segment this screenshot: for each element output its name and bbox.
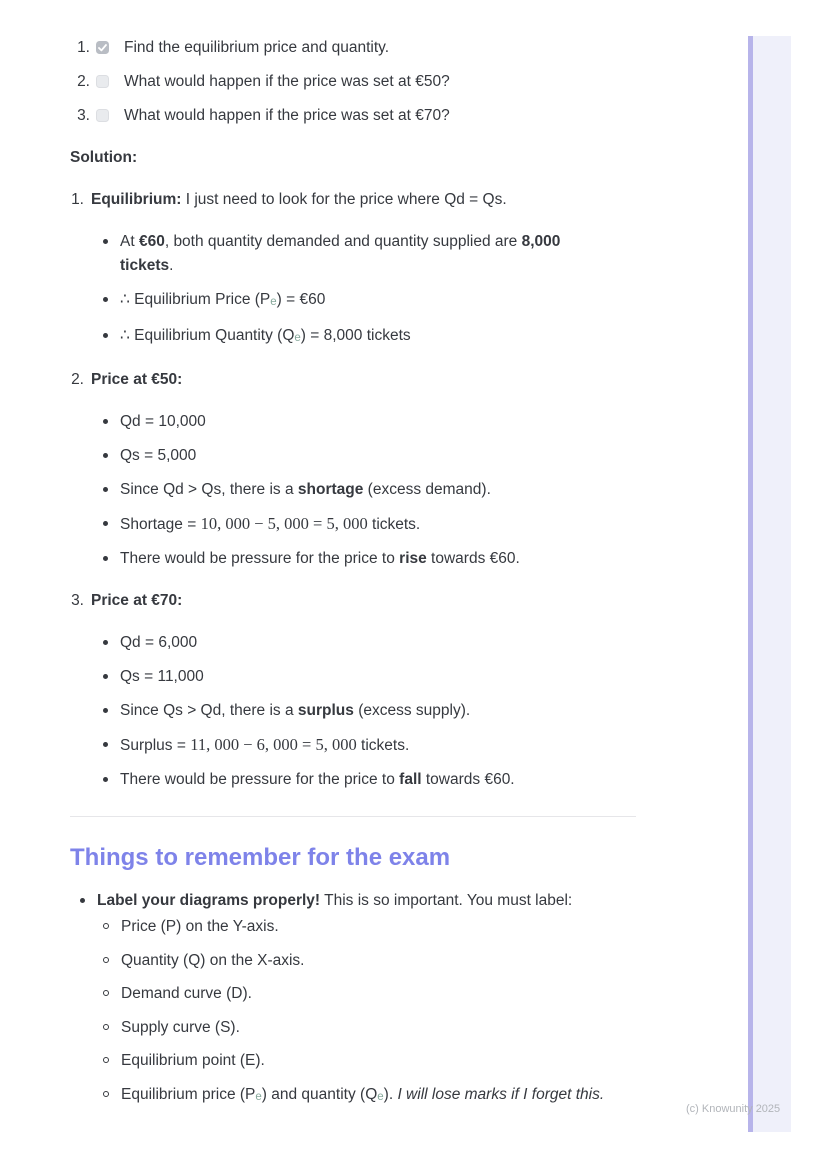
- bullet-text: Qd = 6,000: [120, 634, 198, 651]
- bullet-text: ∴ Equilibrium Quantity (Qe) = 8,000 tickets: [120, 327, 411, 344]
- list-item: [103, 1083, 723, 1109]
- list-item: [103, 665, 613, 689]
- bullet-icon: [103, 297, 108, 302]
- circle-bullet-icon: [103, 1057, 109, 1063]
- list-item: [103, 768, 613, 792]
- step-title-text: Price at €70:: [91, 592, 183, 609]
- question-list: [70, 36, 636, 128]
- list-item: [103, 324, 613, 350]
- bullet-text: At €60, both quantity demanded and quantity supplied are 8,000 tickets.: [120, 233, 561, 274]
- list-number: 2.: [77, 73, 90, 90]
- bullet-text: Qs = 11,000: [120, 668, 204, 685]
- bullet-icon: [103, 674, 108, 679]
- step-title-text: Equilibrium: I just need to look for the price where Qd = Qs.: [91, 191, 507, 208]
- list-item: [103, 982, 723, 1006]
- bullet-text: Since Qs > Qd, there is a surplus (excess supply).: [120, 702, 471, 719]
- bullet-icon: [80, 898, 85, 903]
- bullet-icon: [103, 742, 108, 747]
- question-item: [70, 70, 636, 94]
- question-item: [70, 104, 636, 128]
- list-item: [70, 889, 630, 913]
- bullet-icon: [103, 239, 108, 244]
- list-item: [103, 410, 613, 434]
- list-item: [103, 915, 723, 939]
- sub-bullet-list: [70, 915, 723, 1109]
- list-item: [103, 478, 613, 502]
- circle-bullet-icon: [103, 957, 109, 963]
- checkbox[interactable]: [96, 109, 109, 122]
- list-item: [103, 631, 613, 655]
- checkmark-icon: [98, 44, 107, 52]
- bullet-icon: [103, 453, 108, 458]
- step-bullet-list: [70, 631, 636, 792]
- step-bullet-list: [70, 230, 636, 350]
- bullet-icon: [103, 556, 108, 561]
- bullet-icon: [103, 419, 108, 424]
- scrollbar-thumb[interactable]: [748, 36, 753, 1132]
- list-item: [103, 444, 613, 468]
- list-number: 3.: [77, 107, 90, 124]
- solution-step-title: [70, 188, 636, 212]
- list-item: [103, 1049, 723, 1073]
- bullet-icon: [103, 333, 108, 338]
- bullet-text: There would be pressure for the price to fall towards €60.: [120, 771, 515, 788]
- list-item: [103, 288, 613, 314]
- bullet-text: Equilibrium price (Pe) and quantity (Qe). I will lose marks if I forget this.: [121, 1085, 605, 1103]
- bullet-text: Price (P) on the Y-axis.: [121, 918, 279, 935]
- question-text: What would happen if the price was set at €70?: [124, 107, 450, 124]
- list-number: 3.: [71, 592, 84, 609]
- solution-heading: Solution:: [70, 149, 138, 166]
- solution-step-title: [70, 589, 636, 613]
- question-text: What would happen if the price was set at €50?: [124, 73, 450, 90]
- bullet-icon: [103, 640, 108, 645]
- bullet-icon: [103, 777, 108, 782]
- circle-bullet-icon: [103, 1091, 109, 1097]
- list-number: 2.: [71, 371, 84, 388]
- list-item: [103, 949, 723, 973]
- list-item: [103, 699, 613, 723]
- checkbox[interactable]: [96, 75, 109, 88]
- bullet-text: ∴ Equilibrium Price (Pe) = €60: [120, 291, 326, 308]
- bullet-text: Since Qd > Qs, there is a shortage (excess demand).: [120, 481, 491, 498]
- question-item: [70, 36, 636, 60]
- bullet-text: There would be pressure for the price to rise towards €60.: [120, 550, 520, 567]
- bullet-text: Quantity (Q) on the X-axis.: [121, 951, 305, 969]
- bullet-text: Equilibrium point (E).: [121, 1052, 265, 1069]
- document-content: [70, 0, 636, 1118]
- bullet-text: Qs = 5,000: [120, 447, 197, 464]
- list-item: [103, 547, 613, 571]
- bullet-text: Label your diagrams properly! This is so important. You must label:: [97, 892, 573, 909]
- circle-bullet-icon: [103, 923, 109, 929]
- question-text: Find the equilibrium price and quantity.: [124, 39, 390, 56]
- scrollbar-track[interactable]: [748, 36, 791, 1132]
- bullet-text: Demand curve (D).: [121, 985, 252, 1002]
- list-item: [103, 1016, 723, 1040]
- bullet-text: Supply curve (S).: [121, 1018, 240, 1036]
- checkbox[interactable]: [96, 41, 109, 54]
- section-divider: [70, 816, 636, 817]
- step-bullet-list: [70, 410, 636, 571]
- bullet-text: Shortage = 10, 000 − 5, 000 = 5, 000 tickets.: [120, 514, 421, 533]
- watermark: (c) Knowunity 2025: [686, 1103, 781, 1115]
- bullet-icon: [103, 521, 108, 526]
- circle-bullet-icon: [103, 990, 109, 996]
- list-item: [103, 512, 613, 537]
- step-title-text: Price at €50:: [91, 371, 183, 388]
- list-number: 1.: [77, 39, 90, 56]
- bullet-text: Qd = 10,000: [120, 413, 206, 430]
- circle-bullet-icon: [103, 1024, 109, 1030]
- list-number: 1.: [71, 191, 84, 208]
- bullet-text: Surplus = 11, 000 − 6, 000 = 5, 000 tickets.: [120, 735, 410, 754]
- bullet-icon: [103, 487, 108, 492]
- list-item: [103, 733, 613, 758]
- bullet-icon: [103, 708, 108, 713]
- section-heading: Things to remember for the exam: [70, 844, 451, 871]
- list-item: [103, 230, 613, 278]
- solution-step-title: [70, 368, 636, 392]
